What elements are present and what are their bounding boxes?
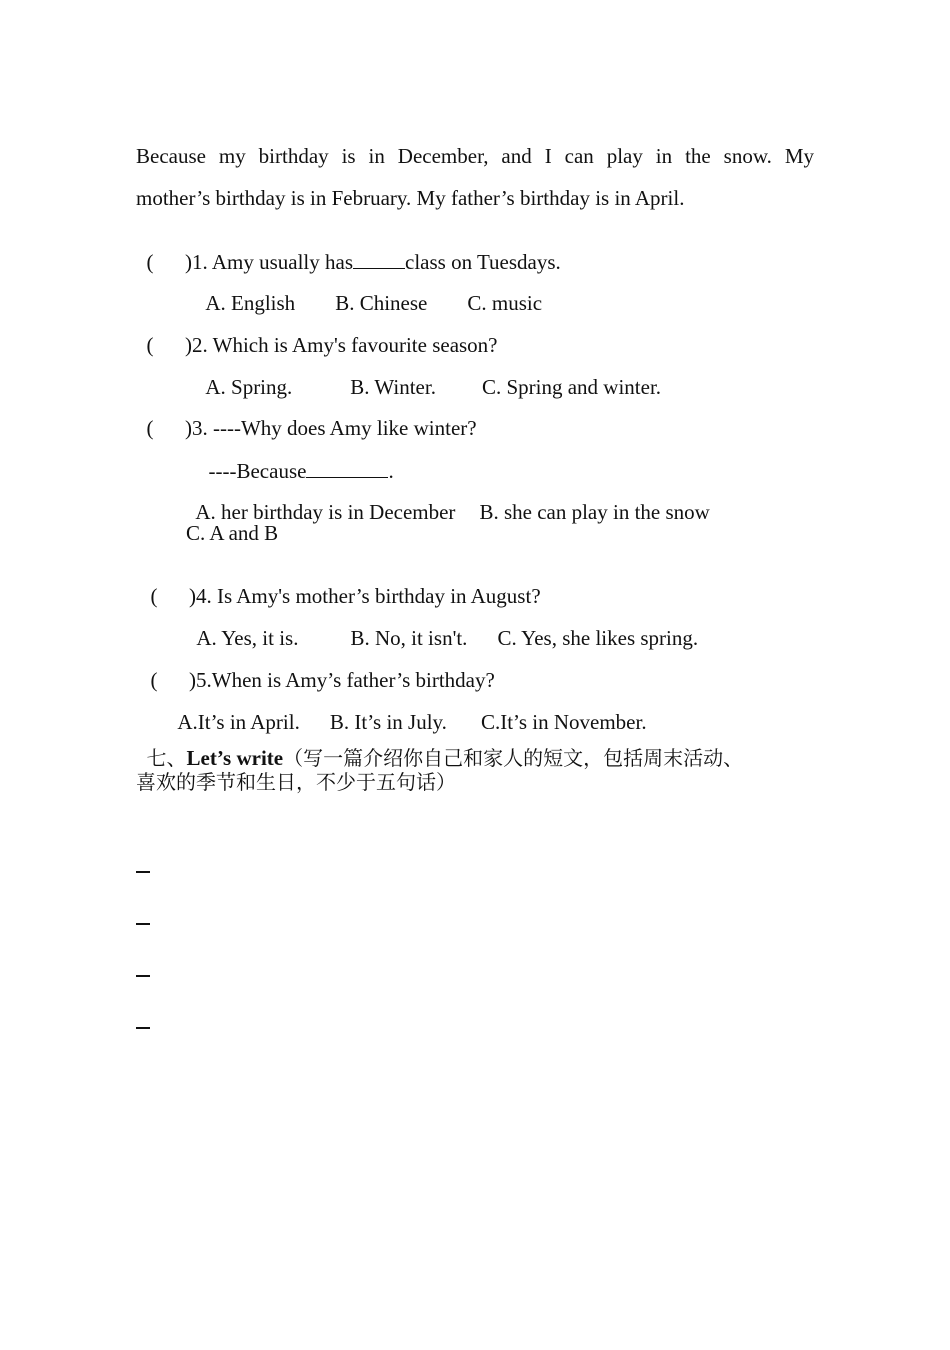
- writing-line[interactable]: [136, 1027, 150, 1029]
- passage-line-1: Because my birthday is in December, and I can play in the snow. My: [136, 144, 814, 168]
- section-7-heading: [136, 727, 743, 769]
- option-b: B. No, it isn't.: [350, 626, 468, 650]
- option-a: A. Yes, it is.: [196, 626, 299, 650]
- question-3: [136, 397, 477, 439]
- question-stem: 2. Which is Amy's favourite season?: [192, 333, 498, 357]
- question-5: [140, 649, 495, 691]
- answer-paren[interactable]: ( ): [146, 333, 192, 357]
- question-4-options: [187, 607, 698, 649]
- question-4: [140, 565, 541, 607]
- option-b: B. she can play in the snow: [479, 500, 710, 524]
- passage-line-2: mother’s birthday is in February. My father’s birthday is in April.: [136, 186, 685, 210]
- option-c: C. music: [467, 291, 543, 315]
- question-2: [136, 314, 498, 356]
- section-instruction: （写一篇介绍你自己和家人的短文，包括周末活动、: [283, 746, 744, 770]
- option-a: A.It’s in April.: [177, 710, 300, 734]
- question-stem-continued: class on Tuesdays.: [405, 250, 561, 274]
- question-stem: 4. Is Amy's mother’s birthday in August?: [196, 584, 541, 608]
- option-b: B. Chinese: [335, 291, 428, 315]
- option-c: C.It’s in November.: [480, 710, 647, 734]
- question-3-answer-line: [198, 439, 394, 482]
- section-number: 七、: [146, 746, 187, 770]
- section-title: Let’s write: [186, 746, 284, 770]
- answer-paren[interactable]: ( ): [150, 668, 196, 692]
- answer-blank[interactable]: [353, 251, 405, 269]
- writing-line[interactable]: [136, 975, 150, 977]
- option-c: C. Spring and winter.: [481, 375, 662, 399]
- option-b: B. It’s in July.: [329, 710, 447, 734]
- answer-paren[interactable]: ( ): [150, 584, 196, 608]
- answer-paren[interactable]: ( ): [146, 416, 192, 440]
- question-stem: 5.When is Amy’s father’s birthday?: [196, 668, 495, 692]
- option-a: A. English: [205, 291, 296, 315]
- option-b: B. Winter.: [350, 375, 436, 399]
- question-1-options: [196, 272, 542, 314]
- question-1: [136, 230, 561, 273]
- question-2-options: [196, 356, 661, 398]
- writing-line[interactable]: [136, 871, 150, 873]
- option-a: A. Spring.: [205, 375, 293, 399]
- question-3-options: [186, 481, 710, 523]
- answer-prefix: ----Because: [208, 459, 307, 483]
- question-stem: 3. ----Why does Amy like winter?: [192, 416, 477, 440]
- answer-blank[interactable]: [306, 460, 388, 478]
- question-stem: 1. Amy usually has: [192, 250, 353, 274]
- option-a: A. her birthday is in December: [195, 500, 456, 524]
- answer-paren[interactable]: ( ): [146, 250, 192, 274]
- section-7-instruction-continued: 喜欢的季节和生日，不少于五句话）: [136, 770, 456, 794]
- answer-suffix: .: [388, 459, 394, 483]
- question-3-option-c: C. A and B: [186, 521, 279, 545]
- option-c: C. Yes, she likes spring.: [497, 626, 699, 650]
- writing-line[interactable]: [136, 923, 150, 925]
